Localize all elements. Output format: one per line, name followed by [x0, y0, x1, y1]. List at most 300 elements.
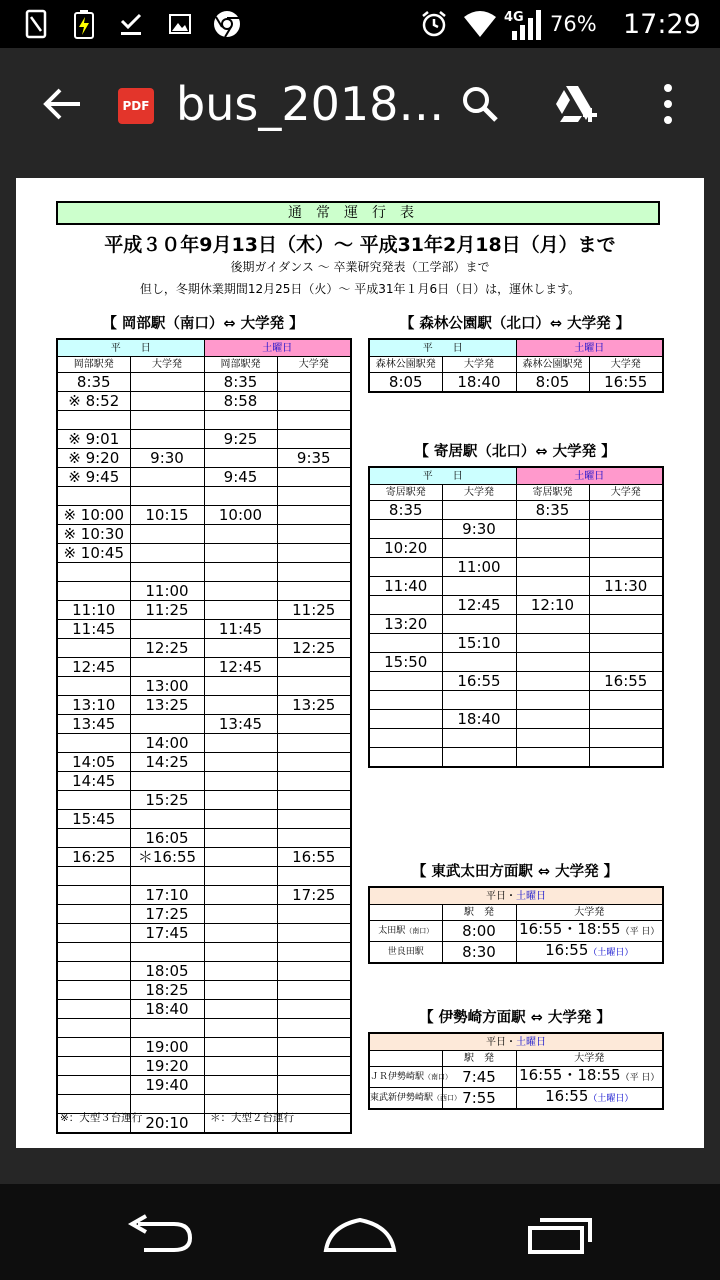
- time-cell: 11:40: [369, 577, 442, 596]
- table-row: [57, 373, 351, 392]
- weekday-header: 平 日: [57, 339, 204, 357]
- table-row: [57, 468, 351, 487]
- table-row: [57, 582, 351, 601]
- table-row: [369, 1067, 663, 1088]
- time-cell: [204, 1076, 277, 1095]
- time-cell: [516, 520, 589, 539]
- time-cell: [204, 772, 277, 791]
- time-cell: [204, 563, 277, 582]
- time-cell: [516, 729, 589, 748]
- time-cell: [204, 696, 277, 715]
- time-cell: [277, 1038, 351, 1057]
- time-cell: [130, 525, 204, 544]
- table-row: [57, 848, 351, 867]
- time-cell: [277, 867, 351, 886]
- time-cell: [516, 615, 589, 634]
- time-cell: 9:35: [277, 449, 351, 468]
- time-cell: 11:00: [130, 582, 204, 601]
- time-cell: [277, 810, 351, 829]
- table-row: [57, 430, 351, 449]
- table-row: [369, 634, 663, 653]
- time-cell: 16:05: [130, 829, 204, 848]
- time-cell: [204, 487, 277, 506]
- time-cell: [277, 430, 351, 449]
- table-row: [57, 962, 351, 981]
- saturday-header: 土曜日: [516, 467, 663, 485]
- time-cell: [516, 577, 589, 596]
- table-row: [57, 601, 351, 620]
- table-row: [57, 1019, 351, 1038]
- time-cell: ※ 8:52: [57, 392, 130, 411]
- time-cell: 11:30: [589, 577, 663, 596]
- time-cell: 18:40: [442, 710, 516, 729]
- time-cell: [277, 525, 351, 544]
- time-cell: [130, 658, 204, 677]
- table-row: [57, 1057, 351, 1076]
- table-row: [57, 1000, 351, 1019]
- table-row: [57, 1038, 351, 1057]
- time-cell: [130, 943, 204, 962]
- time-cell: [277, 943, 351, 962]
- table-row: [369, 615, 663, 634]
- time-cell: [277, 506, 351, 525]
- time-cell: [204, 867, 277, 886]
- time-cell: [369, 748, 442, 768]
- time-cell: [57, 734, 130, 753]
- col-university-header: 大学発: [516, 905, 663, 921]
- time-cell: 8:35: [516, 501, 589, 520]
- time-cell: [57, 867, 130, 886]
- search-icon[interactable]: [460, 84, 500, 124]
- time-cell: 14:05: [57, 753, 130, 772]
- app-bar: [0, 48, 720, 160]
- table-row: [57, 525, 351, 544]
- notification-phone-icon: [22, 10, 50, 38]
- time-cell: [204, 1000, 277, 1019]
- col-station-header: 駅 発: [442, 905, 516, 921]
- time-cell: 13:10: [57, 696, 130, 715]
- time-cell: 17:25: [277, 886, 351, 905]
- time-cell: [204, 943, 277, 962]
- time-cell: [277, 392, 351, 411]
- col-university-header: 大学発: [442, 357, 516, 373]
- col-station-header: 森林公園駅発: [516, 357, 589, 373]
- time-cell: 18:25: [130, 981, 204, 1000]
- table-row: [57, 943, 351, 962]
- time-cell: [442, 539, 516, 558]
- time-cell: [130, 867, 204, 886]
- alarm-icon: [420, 10, 448, 38]
- image-icon: [166, 10, 194, 38]
- shinrin-timetable: [368, 338, 664, 393]
- time-cell: [277, 487, 351, 506]
- time-cell: 12:45: [57, 658, 130, 677]
- table-row: [57, 734, 351, 753]
- time-cell: [516, 672, 589, 691]
- okabe-section-title: 【 岡部駅（南口）⇔ 大学発 】: [102, 316, 304, 332]
- table-row: [369, 558, 663, 577]
- time-cell: [130, 373, 204, 392]
- time-cell: [130, 487, 204, 506]
- table-row: [57, 772, 351, 791]
- wifi-icon: [462, 10, 498, 38]
- time-cell: 10:00: [204, 506, 277, 525]
- table-row: [57, 620, 351, 639]
- time-cell: 15:25: [130, 791, 204, 810]
- time-cell: [204, 981, 277, 1000]
- time-cell: [130, 715, 204, 734]
- time-cell: [130, 772, 204, 791]
- time-cell: ※ 9:45: [57, 468, 130, 487]
- time-cell: [57, 1076, 130, 1095]
- time-cell: 9:45: [204, 468, 277, 487]
- table-row: [369, 921, 663, 942]
- table-row: [57, 506, 351, 525]
- time-cell: [516, 710, 589, 729]
- time-cell: [130, 620, 204, 639]
- table-row: [57, 981, 351, 1000]
- time-cell: 14:45: [57, 772, 130, 791]
- time-cell: [57, 563, 130, 582]
- time-cell: [57, 962, 130, 981]
- table-row: [57, 658, 351, 677]
- saturday-header: 土曜日: [204, 339, 351, 357]
- time-cell: [442, 501, 516, 520]
- pdf-page: [16, 178, 704, 1148]
- table-row: [57, 810, 351, 829]
- time-cell: 15:45: [57, 810, 130, 829]
- time-cell: [442, 577, 516, 596]
- time-cell: [204, 905, 277, 924]
- time-cell: [57, 924, 130, 943]
- col-university-header: 大学発: [277, 357, 351, 373]
- time-cell: 12:45: [442, 596, 516, 615]
- table-row: [369, 577, 663, 596]
- col-university-header: 大学発: [589, 357, 663, 373]
- isesaki-section-title: 【 伊勢崎方面駅 ⇔ 大学発 】: [419, 1010, 611, 1026]
- time-cell: [589, 558, 663, 577]
- time-cell: [589, 539, 663, 558]
- time-cell: 14:25: [130, 753, 204, 772]
- time-cell: [277, 715, 351, 734]
- chrome-icon: [213, 10, 241, 38]
- time-cell: [204, 639, 277, 658]
- time-cell: [204, 411, 277, 430]
- table-row: [57, 639, 351, 658]
- time-cell: [57, 639, 130, 658]
- nav-recents-icon[interactable]: [526, 1212, 594, 1256]
- document-title: bus_2018…: [176, 77, 445, 131]
- time-cell: [277, 905, 351, 924]
- time-cell: [277, 1000, 351, 1019]
- time-cell: [130, 468, 204, 487]
- time-cell: [277, 563, 351, 582]
- clock: 17:29: [623, 8, 701, 40]
- time-cell: 13:45: [57, 715, 130, 734]
- table-row: [57, 753, 351, 772]
- time-cell: [204, 525, 277, 544]
- time-cell: ※ 10:30: [57, 525, 130, 544]
- time-cell: [369, 596, 442, 615]
- time-cell: [277, 981, 351, 1000]
- time-cell: [277, 658, 351, 677]
- tobu-timetable: [368, 886, 664, 964]
- time-cell: 10:20: [369, 539, 442, 558]
- time-cell: 19:20: [130, 1057, 204, 1076]
- battery-percent: 76%: [550, 12, 597, 36]
- table-row: [57, 392, 351, 411]
- time-cell: [57, 1038, 130, 1057]
- time-cell: 11:45: [204, 620, 277, 639]
- university-departure-cell: 16:55・18:55（平 日）: [516, 921, 663, 942]
- time-cell: 15:10: [442, 634, 516, 653]
- time-cell: [277, 677, 351, 696]
- navigation-bar: [0, 1184, 720, 1280]
- university-departure-cell: 16:55・18:55（平 日）: [516, 1067, 663, 1088]
- time-cell: [442, 653, 516, 672]
- col-station-header: 岡部駅発: [57, 357, 130, 373]
- time-cell: 7:55: [442, 1088, 516, 1110]
- time-cell: [277, 544, 351, 563]
- time-cell: [589, 501, 663, 520]
- time-cell: 12:45: [204, 658, 277, 677]
- table-row: [57, 411, 351, 430]
- time-cell: [57, 981, 130, 1000]
- time-cell: 15:50: [369, 653, 442, 672]
- okabe-timetable: [56, 338, 352, 1134]
- back-arrow-icon[interactable]: [42, 86, 86, 126]
- time-cell: 16:55: [589, 373, 663, 393]
- time-cell: [204, 601, 277, 620]
- time-cell: [204, 544, 277, 563]
- time-cell: [204, 962, 277, 981]
- time-cell: 8:35: [57, 373, 130, 392]
- time-cell: [516, 691, 589, 710]
- table-row: [57, 449, 351, 468]
- col-station-header: 寄居駅発: [516, 485, 589, 501]
- schedule-subtitle: 後期ガイダンス ～ 卒業研究発表（工学部）まで: [230, 260, 490, 274]
- time-cell: [277, 1019, 351, 1038]
- station-name-cell: ＪＲ伊勢崎駅（南口）: [369, 1067, 442, 1088]
- schedule-banner: 通常運行表: [56, 201, 660, 225]
- time-cell: [589, 634, 663, 653]
- time-cell: [589, 748, 663, 768]
- weekday-saturday-header: 平日・土曜日: [369, 887, 663, 905]
- time-cell: [204, 886, 277, 905]
- time-cell: 13:00: [130, 677, 204, 696]
- time-cell: [204, 924, 277, 943]
- table-row: [369, 672, 663, 691]
- time-cell: [516, 539, 589, 558]
- time-cell: [130, 563, 204, 582]
- time-cell: [57, 411, 130, 430]
- table-row: [57, 905, 351, 924]
- time-cell: [277, 620, 351, 639]
- table-row: [369, 539, 663, 558]
- table-row: [369, 501, 663, 520]
- time-cell: [57, 943, 130, 962]
- time-cell: 14:00: [130, 734, 204, 753]
- time-cell: 18:05: [130, 962, 204, 981]
- time-cell: 18:40: [442, 373, 516, 393]
- time-cell: 11:25: [130, 601, 204, 620]
- table-row: [57, 867, 351, 886]
- weekday-header: 平 日: [369, 339, 516, 357]
- table-row: [57, 1076, 351, 1095]
- battery-charging-icon: [70, 10, 98, 38]
- save-to-drive-icon[interactable]: [552, 82, 600, 126]
- time-cell: [277, 373, 351, 392]
- nav-back-icon[interactable]: [124, 1214, 196, 1254]
- time-cell: ※ 10:45: [57, 544, 130, 563]
- weekday-header: 平 日: [369, 467, 516, 485]
- time-cell: 13:45: [204, 715, 277, 734]
- table-row: [369, 520, 663, 539]
- time-cell: [130, 411, 204, 430]
- table-row: [369, 729, 663, 748]
- shinrin-section-title: 【 森林公園駅（北口）⇔ 大学発 】: [399, 316, 631, 332]
- time-cell: [57, 791, 130, 810]
- time-cell: 18:40: [130, 1000, 204, 1019]
- svg-text:4G: 4G: [504, 10, 524, 25]
- time-cell: [277, 582, 351, 601]
- time-cell: [204, 829, 277, 848]
- time-cell: [277, 753, 351, 772]
- time-cell: [130, 430, 204, 449]
- time-cell: [277, 772, 351, 791]
- time-cell: [204, 449, 277, 468]
- time-cell: [277, 829, 351, 848]
- time-cell: [516, 748, 589, 768]
- time-cell: [57, 677, 130, 696]
- yorii-timetable: [368, 466, 664, 768]
- tobu-section-title: 【 東武太田方面駅 ⇔ 大学発 】: [411, 864, 619, 880]
- station-name-cell: 太田駅（南口）: [369, 921, 442, 942]
- cell-signal-icon: [500, 10, 548, 38]
- time-cell: [369, 729, 442, 748]
- time-cell: [516, 558, 589, 577]
- col-station-header: 森林公園駅発: [369, 357, 442, 373]
- time-cell: [589, 710, 663, 729]
- table-row: [57, 563, 351, 582]
- time-cell: [57, 1019, 130, 1038]
- time-cell: 12:10: [516, 596, 589, 615]
- time-cell: [516, 634, 589, 653]
- table-row: [57, 886, 351, 905]
- yorii-section-title: 【 寄居駅（北口）⇔ 大学発 】: [414, 444, 616, 460]
- time-cell: [57, 905, 130, 924]
- col-station-header: 岡部駅発: [204, 357, 277, 373]
- table-row: [57, 677, 351, 696]
- time-cell: [57, 1000, 130, 1019]
- table-row: [369, 653, 663, 672]
- time-cell: [442, 691, 516, 710]
- station-name-cell: 世良田駅: [369, 942, 442, 964]
- time-cell: 19:00: [130, 1038, 204, 1057]
- time-cell: [277, 924, 351, 943]
- status-bar: [0, 0, 720, 48]
- time-cell: [442, 729, 516, 748]
- time-cell: ※ 9:20: [57, 449, 130, 468]
- time-cell: 8:35: [204, 373, 277, 392]
- time-cell: 7:45: [442, 1067, 516, 1088]
- time-cell: 11:10: [57, 601, 130, 620]
- time-cell: [130, 544, 204, 563]
- time-cell: [57, 829, 130, 848]
- time-cell: [130, 392, 204, 411]
- time-cell: [442, 615, 516, 634]
- time-cell: 13:25: [277, 696, 351, 715]
- time-cell: [130, 1019, 204, 1038]
- university-departure-cell: 16:55（土曜日）: [516, 1088, 663, 1110]
- time-cell: 9:25: [204, 430, 277, 449]
- time-cell: [57, 886, 130, 905]
- time-cell: ＊16:55: [130, 848, 204, 867]
- time-cell: [57, 487, 130, 506]
- schedule-period: 平成３０年9月13日（木）～ 平成31年2月18日（月）まで: [104, 234, 616, 256]
- time-cell: 8:35: [369, 501, 442, 520]
- time-cell: [589, 653, 663, 672]
- table-row: [369, 748, 663, 768]
- time-cell: 11:00: [442, 558, 516, 577]
- time-cell: [204, 1038, 277, 1057]
- time-cell: 8:30: [442, 942, 516, 964]
- time-cell: 17:45: [130, 924, 204, 943]
- time-cell: [204, 582, 277, 601]
- time-cell: [204, 734, 277, 753]
- table-row: [369, 710, 663, 729]
- time-cell: 9:30: [442, 520, 516, 539]
- time-cell: [57, 1057, 130, 1076]
- schedule-notice: 但し，冬期休業期間12月25日（火）～ 平成31年１月6日（日）は，運休します。: [139, 282, 581, 296]
- time-cell: 16:55: [589, 672, 663, 691]
- table-row: [57, 924, 351, 943]
- table-row: [369, 373, 663, 393]
- time-cell: [277, 734, 351, 753]
- time-cell: [204, 1057, 277, 1076]
- time-cell: 8:05: [516, 373, 589, 393]
- time-cell: [369, 520, 442, 539]
- time-cell: 20:10: [130, 1114, 204, 1134]
- weekday-saturday-header: 平日・土曜日: [369, 1033, 663, 1051]
- table-row: [57, 544, 351, 563]
- time-cell: 12:25: [130, 639, 204, 658]
- overflow-menu-icon[interactable]: [656, 82, 680, 126]
- time-cell: 8:05: [369, 373, 442, 393]
- time-cell: [589, 596, 663, 615]
- note-two-buses: ＊：大型２台運行: [210, 1112, 294, 1124]
- table-row: [57, 791, 351, 810]
- time-cell: [589, 520, 663, 539]
- time-cell: [589, 729, 663, 748]
- time-cell: [369, 558, 442, 577]
- time-cell: 10:15: [130, 506, 204, 525]
- col-station-header: 駅 発: [442, 1051, 516, 1067]
- time-cell: [277, 962, 351, 981]
- saturday-header: 土曜日: [516, 339, 663, 357]
- time-cell: [130, 810, 204, 829]
- nav-home-icon[interactable]: [322, 1214, 398, 1254]
- time-cell: 19:40: [130, 1076, 204, 1095]
- time-cell: [369, 672, 442, 691]
- time-cell: [369, 691, 442, 710]
- time-cell: [369, 710, 442, 729]
- table-row: [57, 487, 351, 506]
- time-cell: 16:55: [277, 848, 351, 867]
- table-row: [369, 596, 663, 615]
- isesaki-timetable: [368, 1032, 664, 1110]
- time-cell: ※ 9:01: [57, 430, 130, 449]
